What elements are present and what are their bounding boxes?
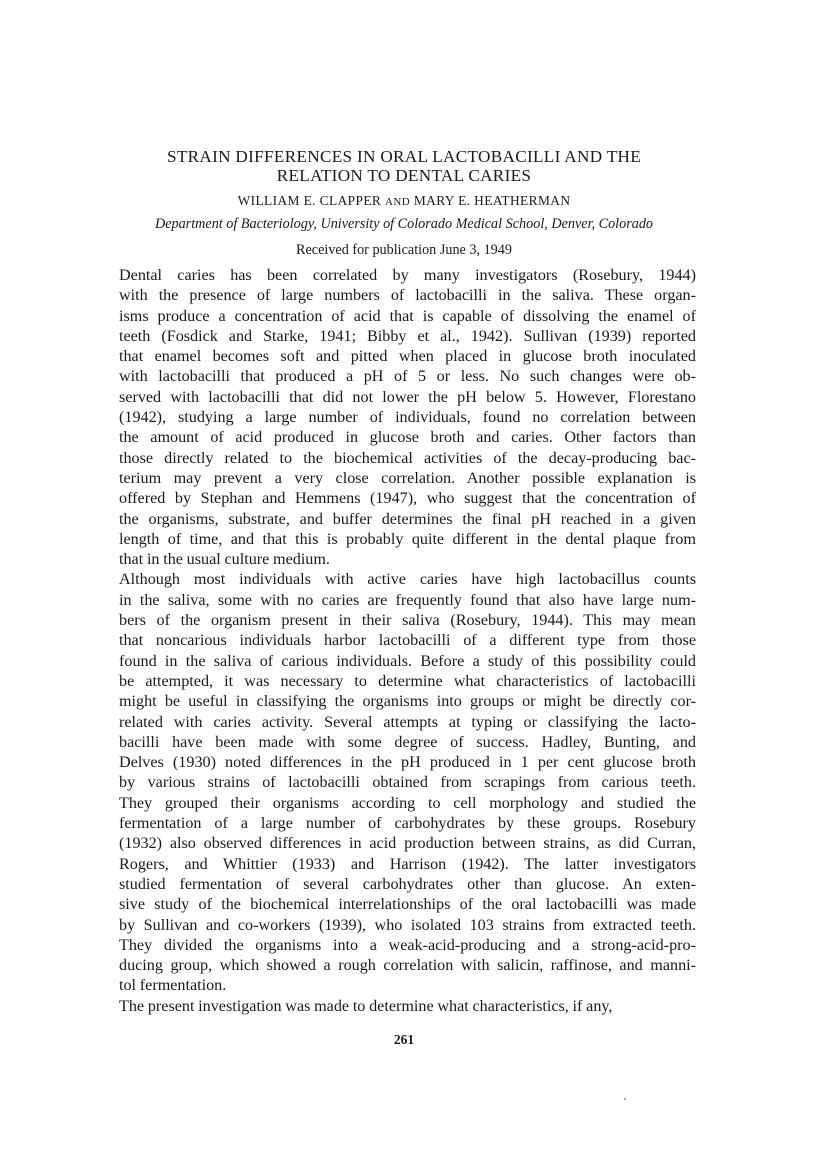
text-line: bacilli have been made with some degree of success. Hadley, Bunting, and — [119, 733, 696, 751]
text-line: with the presence of large numbers of lactobacilli in the saliva. These organ- — [119, 287, 696, 305]
paragraph-3 — [119, 997, 696, 1017]
article-title — [100, 147, 708, 185]
text-line: ducing group, which showed a rough correlation with salicin, raffinose, and manni- — [119, 957, 696, 975]
text-line: offered by Stephan and Hemmens (1947), who suggest that the concentration of — [119, 490, 696, 508]
text-line: that in the usual culture medium. — [119, 551, 330, 569]
text-line: length of time, and that this is probably quite different in the dental plaque from — [119, 530, 696, 548]
text-line: (1932) also observed differences in acid production between strains, as did Curran, — [119, 835, 696, 853]
text-line: isms produce a concentration of acid that is capable of dissolving the enamel of — [119, 307, 696, 325]
text-line: They divided the organisms into a weak-acid-producing and a strong-acid-pro- — [119, 936, 696, 954]
text-line: bers of the organism present in their saliva (Rosebury, 1944). This may mean — [119, 612, 696, 630]
text-line: sive study of the biochemical interrelationships of the oral lactobacilli was made — [119, 896, 696, 914]
text-line: the amount of acid produced in glucose broth and caries. Other factors than — [119, 429, 696, 447]
article-body — [119, 266, 696, 1017]
text-line: terium may prevent a very close correlation. Another possible explanation is — [119, 469, 696, 487]
text-line: served with lactobacilli that did not lower the pH below 5. However, Florestano — [119, 388, 696, 406]
text-line: (1942), studying a large number of individuals, found no correlation between — [119, 409, 696, 427]
page-number: 261 — [393, 1032, 415, 1047]
author-line — [100, 193, 708, 209]
paragraph-2 — [119, 570, 696, 996]
text-line: that enamel becomes soft and pitted when placed in glucose broth inoculated — [119, 348, 696, 366]
text-line: The present investigation was made to determine what characteristics, if any, — [119, 997, 613, 1015]
text-line: fermentation of a large number of carbohydrates by these groups. Rosebury — [119, 815, 696, 833]
text-line: Delves (1930) noted differences in the pH produced in 1 per cent glucose broth — [119, 754, 696, 772]
title-line-1: STRAIN DIFFERENCES IN ORAL LACTOBACILLI AND THE — [166, 147, 642, 166]
print-speck — [624, 1098, 626, 1100]
text-line: with lactobacilli that produced a pH of 5 or less. No such changes were ob- — [119, 368, 696, 386]
author-2: MARY E. HEATHERMAN — [413, 193, 571, 208]
text-line: those directly related to the biochemical activities of the decay-producing bac- — [119, 449, 696, 467]
title-line-2: RELATION TO DENTAL CARIES — [276, 166, 532, 185]
text-line: by various strains of lactobacilli obtained from scrapings from carious teeth. — [119, 774, 696, 792]
paragraph-1 — [119, 266, 696, 570]
text-line: related with caries activity. Several attempts at typing or classifying the lacto- — [119, 713, 696, 731]
text-line: They grouped their organisms according to cell morphology and studied the — [119, 794, 696, 812]
text-line: by Sullivan and co-workers (1939), who isolated 103 strains from extracted teeth. — [119, 916, 696, 934]
text-line: teeth (Fosdick and Starke, 1941; Bibby et al., 1942). Sullivan (1939) reported — [119, 327, 696, 345]
text-line: found in the saliva of carious individuals. Before a study of this possibility could — [119, 652, 696, 670]
affiliation: Department of Bacteriology, University of Colorado Medical School, Denver, Colorado — [154, 216, 654, 232]
text-line: that noncarious individuals harbor lactobacilli of a different type from those — [119, 632, 696, 650]
author-conjunction: AND — [385, 196, 411, 208]
author-1: WILLIAM E. CLAPPER — [237, 193, 382, 208]
text-line: the organisms, substrate, and buffer determines the final pH reached in a given — [119, 510, 696, 528]
text-line: Rogers, and Whittier (1933) and Harrison (1942). The latter investigators — [119, 855, 696, 873]
text-line: tol fermentation. — [119, 977, 227, 995]
text-line: Although most individuals with active caries have high lactobacillus counts — [119, 571, 696, 589]
received-date: Received for publication June 3, 1949 — [296, 242, 512, 258]
text-line: in the saliva, some with no caries are frequently found that also have large num- — [119, 591, 696, 609]
text-line: might be useful in classifying the organisms into groups or might be directly cor- — [119, 693, 696, 711]
text-line: be attempted, it was necessary to determine what characteristics of lactobacilli — [119, 672, 696, 690]
text-line: Dental caries has been correlated by many investigators (Rosebury, 1944) — [119, 267, 696, 284]
text-line: studied fermentation of several carbohydrates other than glucose. An exten- — [119, 875, 696, 893]
